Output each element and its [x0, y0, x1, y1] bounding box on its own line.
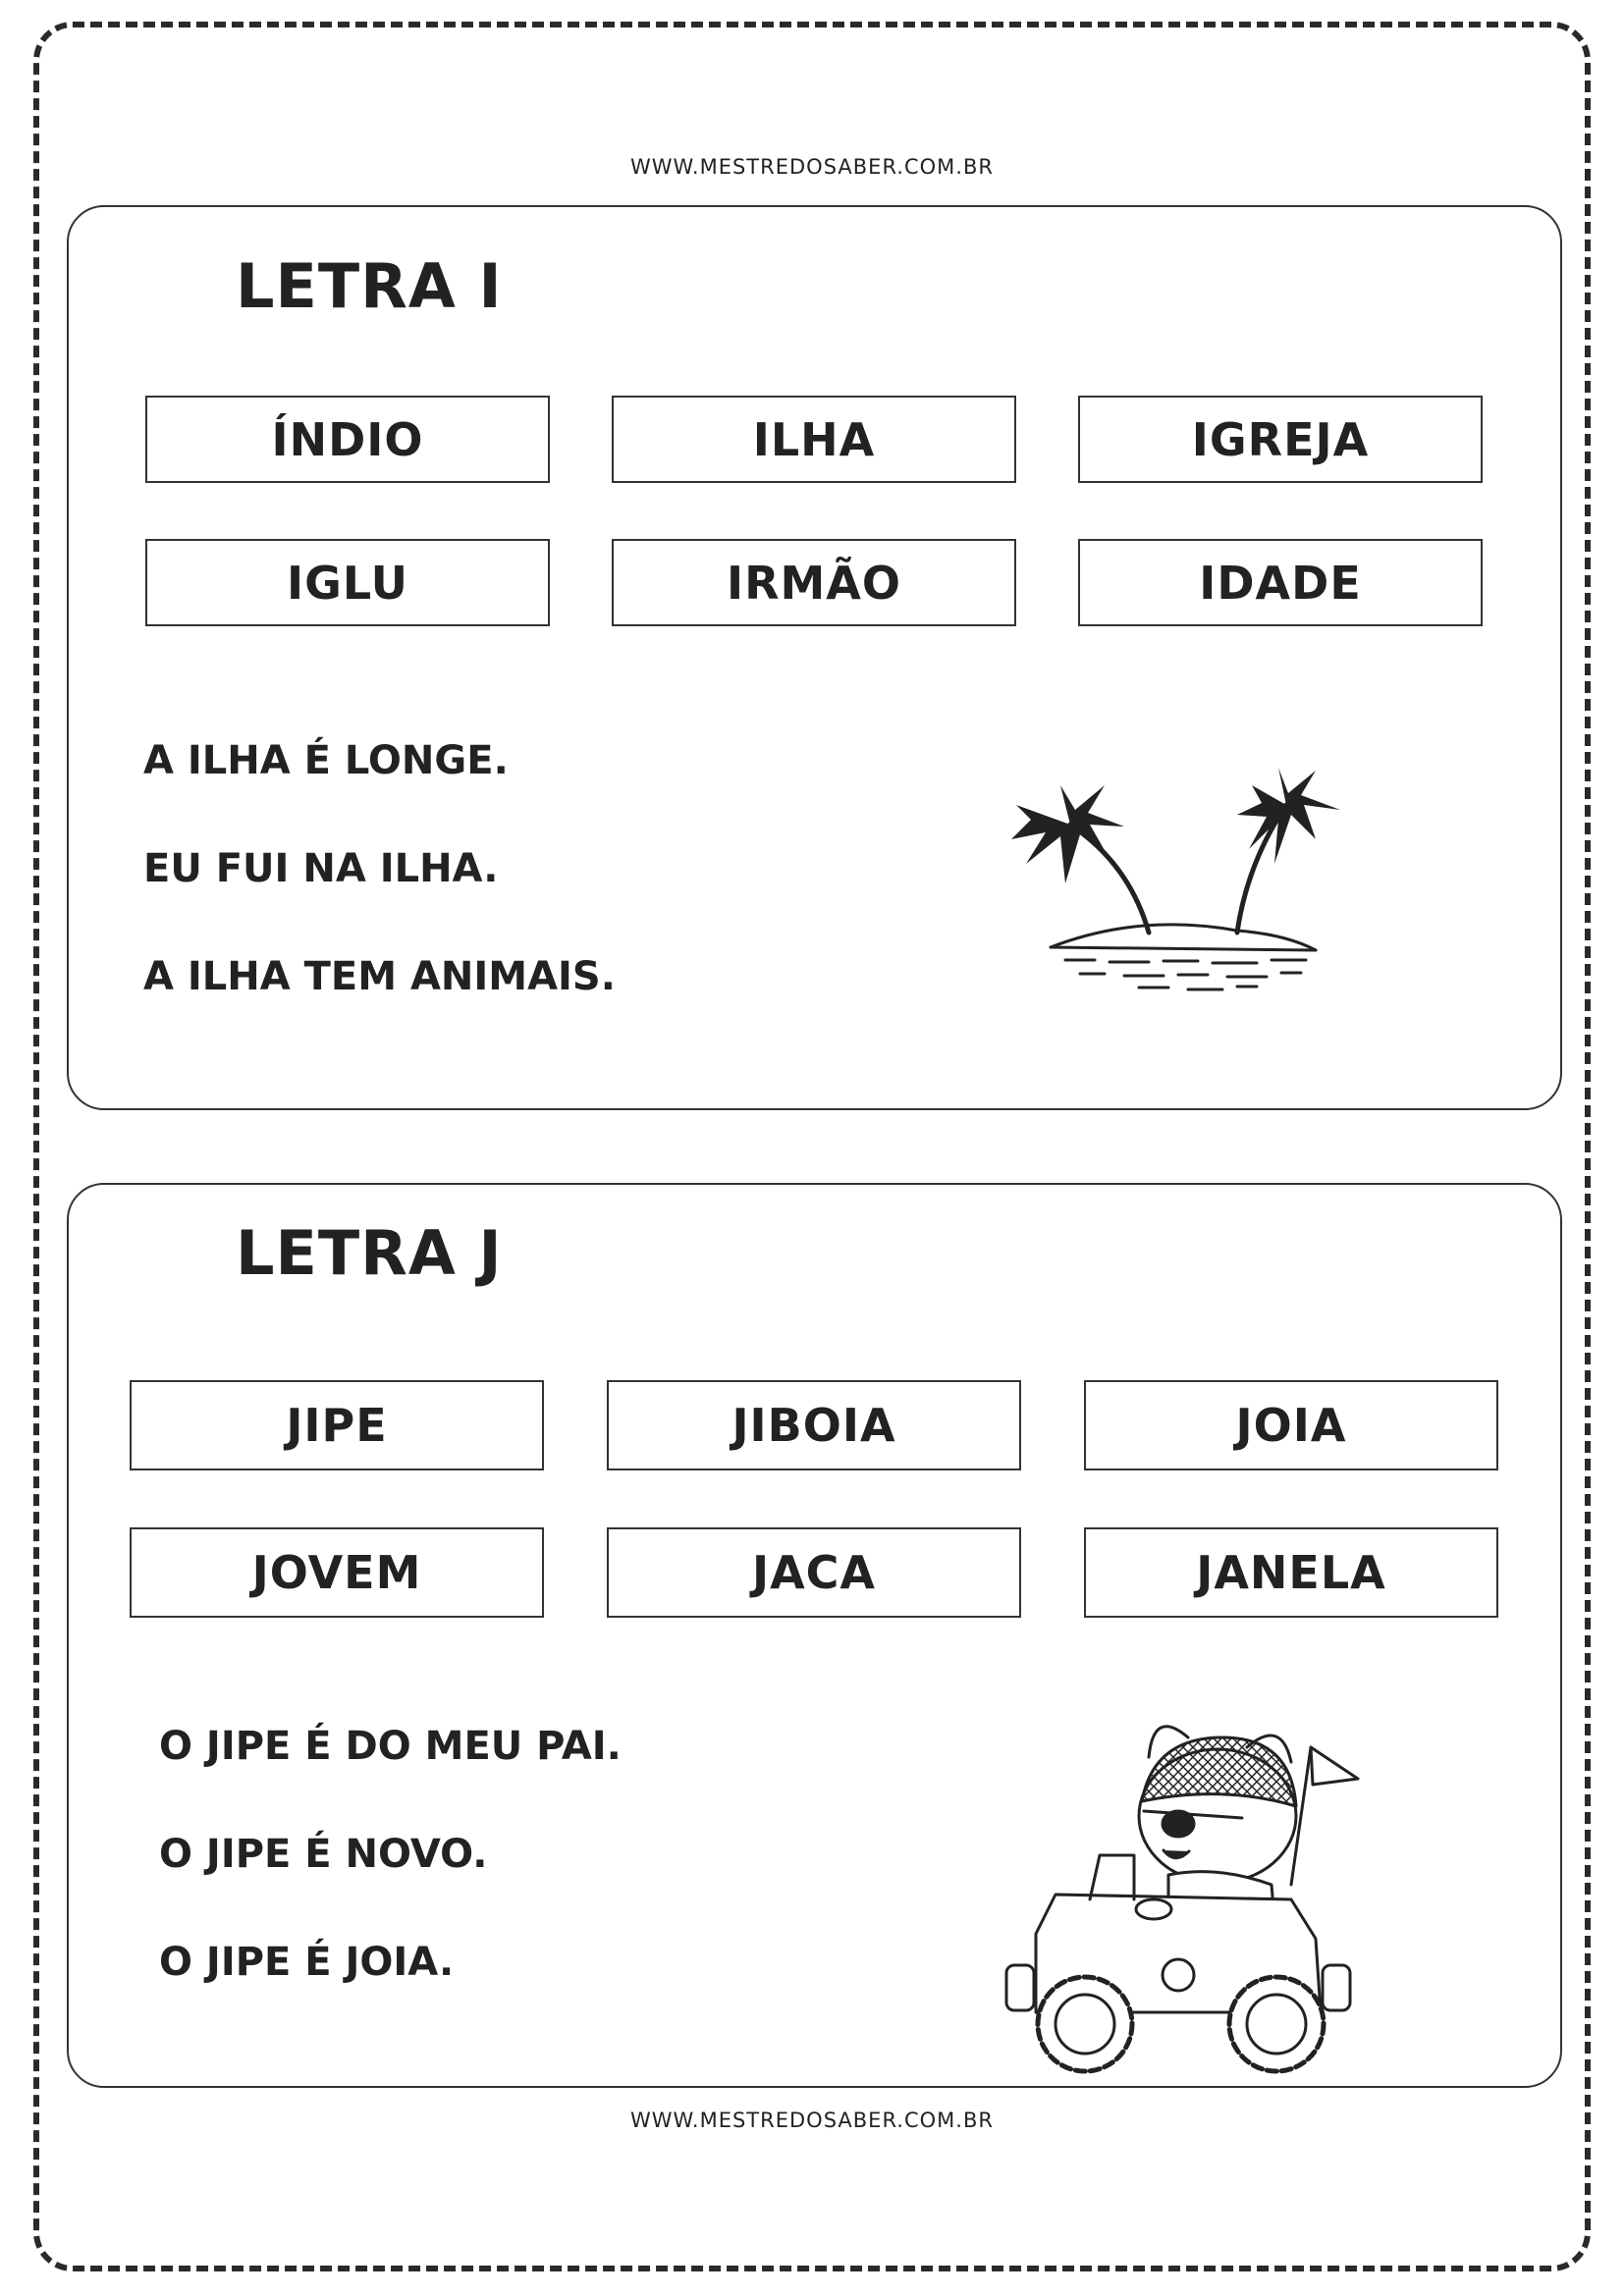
sentence: A ILHA É LONGE. [143, 738, 509, 783]
word-box: JIPE [130, 1380, 544, 1470]
sentence: A ILHA TEM ANIMAIS. [143, 954, 616, 999]
sentence: EU FUI NA ILHA. [143, 846, 499, 891]
island-palm-trees-icon [992, 766, 1384, 1011]
sentence: O JIPE É NOVO. [159, 1832, 488, 1877]
word-box: ILHA [612, 396, 1016, 483]
word-box: JOVEM [130, 1527, 544, 1618]
word-box: JIBOIA [607, 1380, 1021, 1470]
word-box: IGREJA [1078, 396, 1483, 483]
sentence: O JIPE É DO MEU PAI. [159, 1724, 622, 1769]
word-box: JOIA [1084, 1380, 1498, 1470]
word-box: IGLU [145, 539, 550, 626]
word-box: IDADE [1078, 539, 1483, 626]
word-box: IRMÃO [612, 539, 1016, 626]
section-i-title: LETRA I [236, 250, 503, 322]
jeep-driver-icon [997, 1708, 1370, 2081]
word-box: JACA [607, 1527, 1021, 1618]
word-box: ÍNDIO [145, 396, 550, 483]
sentence: O JIPE É JOIA. [159, 1940, 455, 1985]
site-url-bottom: WWW.MESTREDOSABER.COM.BR [630, 2109, 994, 2132]
section-j-title: LETRA J [236, 1217, 503, 1289]
word-box: JANELA [1084, 1527, 1498, 1618]
site-url-top: WWW.MESTREDOSABER.COM.BR [630, 155, 994, 179]
